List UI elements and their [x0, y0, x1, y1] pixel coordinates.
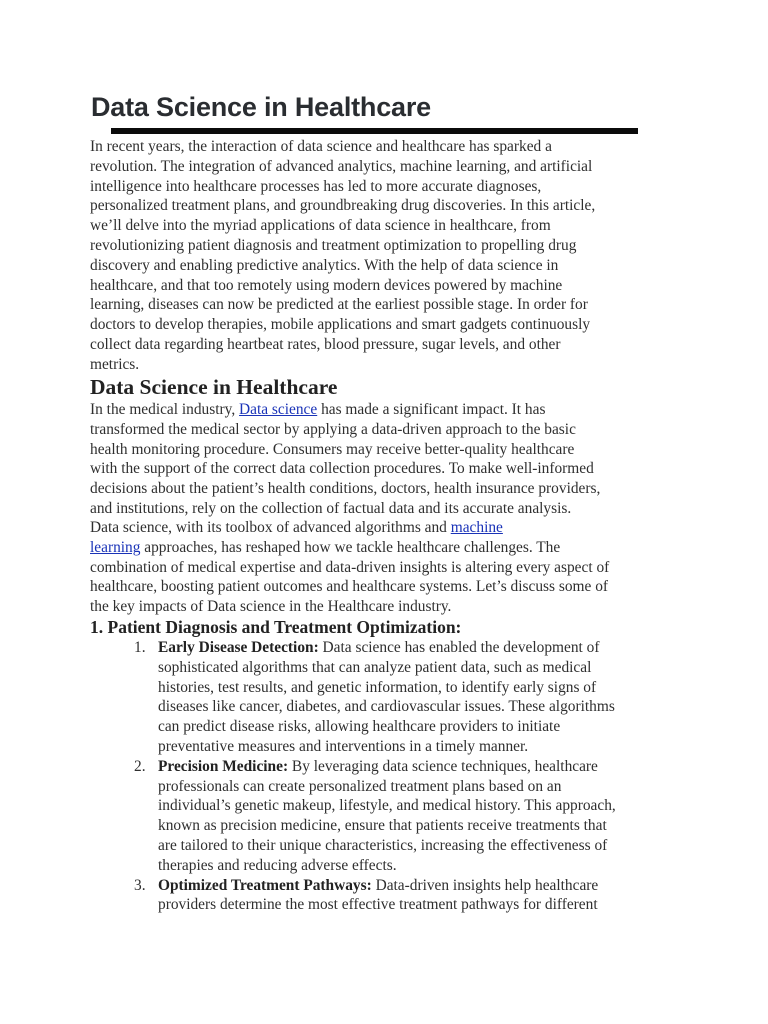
text-line: decisions about the patient’s health conditions, doctors, health insurance providers, — [90, 480, 601, 498]
text-line: healthcare, boosting patient outcomes and healthcare systems. Let’s discuss some of — [90, 578, 609, 596]
text-line — [90, 538, 680, 558]
text-line: can predict disease risks, allowing healthcare providers to initiate — [158, 718, 561, 736]
text-fragment: Data science, with its toolbox of advanced algorithms and — [90, 519, 451, 536]
text-line: are tailored to their unique characteristics, increasing the effectiveness of — [158, 836, 608, 854]
list-item — [90, 757, 680, 876]
title-underline-rule — [111, 128, 638, 134]
text-fragment: By leveraging data science techniques, healthcare — [288, 757, 598, 775]
text-line: collect data regarding heartbeat rates, blood pressure, sugar levels, and other — [90, 335, 561, 353]
list-term: Early Disease Detection: — [158, 639, 319, 656]
text-line: individual’s genetic makeup, lifestyle, and medical history. This approach, — [158, 797, 616, 815]
text-line: preventative measures and interventions in a timely manner. — [158, 737, 529, 755]
list-number: 1. — [134, 639, 146, 656]
text-line: doctors to develop therapies, mobile applications and smart gadgets continuously — [90, 316, 591, 334]
text-line: providers determine the most effective treatment pathways for different — [158, 896, 598, 914]
subsection-heading: 1. Patient Diagnosis and Treatment Optimization: — [90, 617, 462, 637]
text-fragment: Data-driven insights help healthcare — [371, 876, 599, 894]
intro-paragraph — [90, 137, 680, 375]
text-line: histories, test results, and genetic information, to identify early signs of — [158, 678, 597, 696]
text-fragment: In the medical industry, — [90, 401, 240, 418]
section-paragraph-2 — [90, 518, 680, 617]
text-line: discovery and enabling predictive analytics. With the help of data science in — [90, 256, 559, 274]
text-line: healthcare, and that too remotely using modern devices powered by machine — [90, 276, 563, 294]
list-term: Precision Medicine: — [158, 757, 289, 775]
text-line — [90, 518, 680, 538]
list-item — [90, 876, 680, 916]
text-line: learning, diseases can now be predicted at the earliest possible stage. In order for — [90, 296, 588, 314]
text-line: metrics. — [90, 355, 140, 373]
section-paragraph-1 — [90, 400, 680, 519]
text-fragment: approaches, has reshaped how we tackle healthcare challenges. The — [140, 538, 561, 556]
text-line: professionals can create personalized treatment plans based on an — [158, 777, 562, 795]
list-number: 3. — [134, 876, 146, 894]
text-line: In recent years, the interaction of data science and healthcare has sparked a — [90, 138, 552, 155]
text-line: with the support of the correct data collection procedures. To make well-informed — [90, 460, 594, 478]
text-line: intelligence into healthcare processes has led to more accurate diagnoses, — [90, 177, 542, 195]
impact-list — [90, 638, 680, 915]
text-fragment: Data science has enabled the development of — [318, 639, 600, 656]
text-line — [158, 876, 680, 896]
text-line: the key impacts of Data science in the Healthcare industry. — [90, 598, 452, 616]
text-line — [158, 638, 680, 658]
list-item — [90, 638, 680, 757]
text-line: transformed the medical sector by applying a data-driven approach to the basic — [90, 420, 576, 438]
text-line: and institutions, rely on the collection of factual data and its accurate analysis. — [90, 499, 572, 517]
list-number: 2. — [134, 757, 146, 775]
section-heading: Data Science in Healthcare — [90, 375, 338, 399]
text-line — [90, 400, 680, 420]
text-line: we’ll delve into the myriad applications of data science in healthcare, from — [90, 217, 551, 235]
machine-learning-link-part2[interactable]: learning — [90, 538, 141, 556]
text-line: personalized treatment plans, and groundbreaking drug discoveries. In this article, — [90, 197, 596, 215]
text-line: sophisticated algorithms that can analyze patient data, such as medical — [158, 658, 592, 676]
text-line: known as precision medicine, ensure that patients receive treatments that — [158, 817, 607, 835]
text-line: health monitoring procedure. Consumers may receive better-quality healthcare — [90, 440, 575, 458]
text-line: combination of medical expertise and data-driven insights is altering every aspect of — [90, 558, 610, 576]
page-title: Data Science in Healthcare — [91, 92, 431, 122]
text-line: therapies and reducing adverse effects. — [158, 856, 397, 874]
machine-learning-link-part1[interactable]: machine — [450, 519, 503, 536]
text-line: revolution. The integration of advanced analytics, machine learning, and artificial — [90, 157, 593, 175]
text-fragment: has made a significant impact. It has — [317, 401, 546, 418]
text-line: revolutionizing patient diagnosis and treatment optimization to propelling drug — [90, 236, 577, 254]
list-term: Optimized Treatment Pathways: — [158, 876, 372, 894]
text-line — [158, 757, 680, 777]
text-line: diseases like cancer, diabetes, and cardiovascular issues. These algorithms — [158, 698, 615, 716]
data-science-link[interactable]: Data science — [239, 401, 318, 418]
